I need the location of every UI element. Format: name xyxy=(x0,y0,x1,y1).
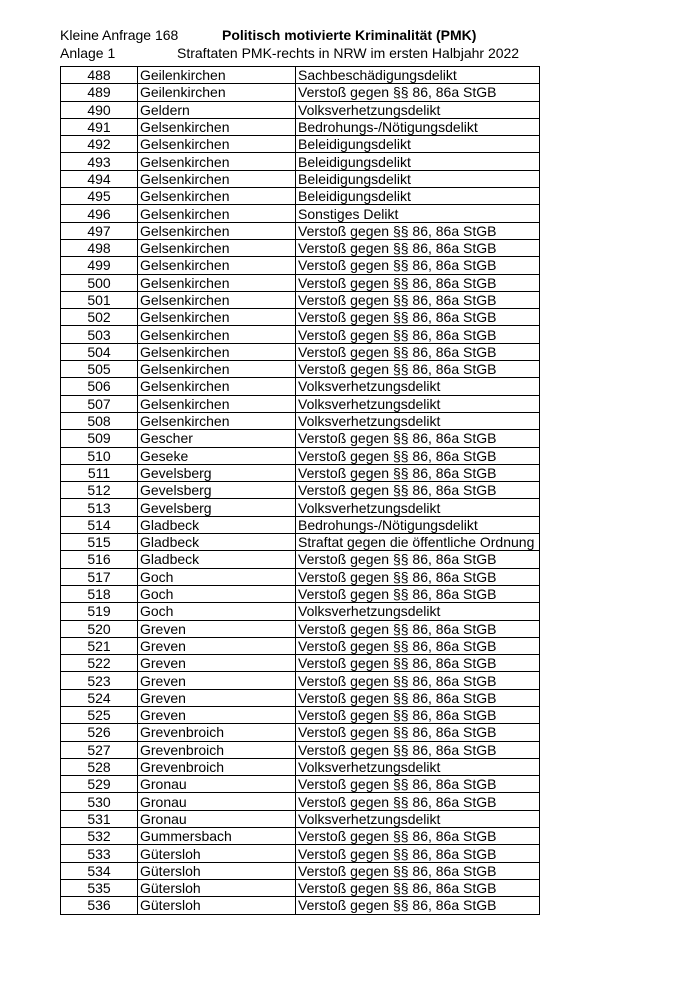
row-number-cell: 522 xyxy=(61,655,138,672)
offense-type-cell: Verstoß gegen §§ 86, 86a StGB xyxy=(296,776,540,793)
offense-type-cell: Verstoß gegen §§ 86, 86a StGB xyxy=(296,239,540,256)
city-cell: Gronau xyxy=(138,776,296,793)
table-row xyxy=(61,793,540,810)
city-cell: Geseke xyxy=(138,447,296,464)
city-cell: Gelsenkirchen xyxy=(138,309,296,326)
table-row xyxy=(61,724,540,741)
row-number-cell: 529 xyxy=(61,776,138,793)
city-cell: Gronau xyxy=(138,810,296,827)
offense-type-cell: Verstoß gegen §§ 86, 86a StGB xyxy=(296,793,540,810)
row-number-cell: 496 xyxy=(61,205,138,222)
city-cell: Gelsenkirchen xyxy=(138,118,296,135)
city-cell: Gelsenkirchen xyxy=(138,412,296,429)
offense-type-cell: Verstoß gegen §§ 86, 86a StGB xyxy=(296,222,540,239)
offense-type-cell: Volksverhetzungsdelikt xyxy=(296,395,540,412)
city-cell: Gummersbach xyxy=(138,828,296,845)
table-row xyxy=(61,585,540,602)
row-number-cell: 494 xyxy=(61,170,138,187)
row-number-cell: 516 xyxy=(61,551,138,568)
offense-type-cell: Beleidigungsdelikt xyxy=(296,136,540,153)
table-row xyxy=(61,361,540,378)
row-number-cell: 524 xyxy=(61,689,138,706)
offense-type-cell: Volksverhetzungsdelikt xyxy=(296,499,540,516)
city-cell: Geilenkirchen xyxy=(138,84,296,101)
city-cell: Gütersloh xyxy=(138,879,296,896)
city-cell: Greven xyxy=(138,655,296,672)
city-cell: Greven xyxy=(138,672,296,689)
offense-type-cell: Verstoß gegen §§ 86, 86a StGB xyxy=(296,655,540,672)
offense-type-cell: Volksverhetzungsdelikt xyxy=(296,810,540,827)
row-number-cell: 535 xyxy=(61,879,138,896)
table-row xyxy=(61,188,540,205)
offense-type-cell: Verstoß gegen §§ 86, 86a StGB xyxy=(296,482,540,499)
row-number-cell: 500 xyxy=(61,274,138,291)
city-cell: Gladbeck xyxy=(138,534,296,551)
city-cell: Gelsenkirchen xyxy=(138,153,296,170)
row-number-cell: 530 xyxy=(61,793,138,810)
offense-type-cell: Sonstiges Delikt xyxy=(296,205,540,222)
table-row xyxy=(61,430,540,447)
attachment-label: Anlage 1 xyxy=(60,45,116,61)
row-number-cell: 532 xyxy=(61,828,138,845)
offense-type-cell: Verstoß gegen §§ 86, 86a StGB xyxy=(296,741,540,758)
city-cell: Greven xyxy=(138,706,296,723)
table-row xyxy=(61,447,540,464)
row-number-cell: 534 xyxy=(61,862,138,879)
city-cell: Gelsenkirchen xyxy=(138,205,296,222)
offense-type-cell: Bedrohungs-/Nötigungsdelikt xyxy=(296,516,540,533)
row-number-cell: 490 xyxy=(61,101,138,118)
table-row xyxy=(61,482,540,499)
offense-type-cell: Verstoß gegen §§ 86, 86a StGB xyxy=(296,845,540,862)
offense-type-cell: Verstoß gegen §§ 86, 86a StGB xyxy=(296,672,540,689)
table-row xyxy=(61,516,540,533)
offense-type-cell: Verstoß gegen §§ 86, 86a StGB xyxy=(296,620,540,637)
city-cell: Greven xyxy=(138,620,296,637)
city-cell: Gladbeck xyxy=(138,551,296,568)
row-number-cell: 528 xyxy=(61,758,138,775)
city-cell: Grevenbroich xyxy=(138,758,296,775)
row-number-cell: 519 xyxy=(61,603,138,620)
city-cell: Gütersloh xyxy=(138,845,296,862)
row-number-cell: 533 xyxy=(61,845,138,862)
city-cell: Gevelsberg xyxy=(138,482,296,499)
table-row xyxy=(61,845,540,862)
offense-type-cell: Verstoß gegen §§ 86, 86a StGB xyxy=(296,568,540,585)
city-cell: Gronau xyxy=(138,793,296,810)
table-row xyxy=(61,464,540,481)
table-row xyxy=(61,637,540,654)
table-row xyxy=(61,706,540,723)
offense-table xyxy=(60,66,540,915)
city-cell: Geldern xyxy=(138,101,296,118)
row-number-cell: 508 xyxy=(61,412,138,429)
table-row xyxy=(61,257,540,274)
offense-type-cell: Verstoß gegen §§ 86, 86a StGB xyxy=(296,706,540,723)
offense-type-cell: Straftat gegen die öffentliche Ordnung xyxy=(296,534,540,551)
offense-type-cell: Volksverhetzungsdelikt xyxy=(296,378,540,395)
row-number-cell: 489 xyxy=(61,84,138,101)
table-row xyxy=(61,862,540,879)
offense-type-cell: Verstoß gegen §§ 86, 86a StGB xyxy=(296,361,540,378)
offense-type-cell: Verstoß gegen §§ 86, 86a StGB xyxy=(296,724,540,741)
offense-type-cell: Verstoß gegen §§ 86, 86a StGB xyxy=(296,447,540,464)
offense-type-cell: Verstoß gegen §§ 86, 86a StGB xyxy=(296,862,540,879)
offense-table-body xyxy=(61,67,540,915)
offense-type-cell: Verstoß gegen §§ 86, 86a StGB xyxy=(296,430,540,447)
row-number-cell: 536 xyxy=(61,897,138,914)
row-number-cell: 507 xyxy=(61,395,138,412)
row-number-cell: 531 xyxy=(61,810,138,827)
city-cell: Greven xyxy=(138,689,296,706)
table-row xyxy=(61,170,540,187)
offense-type-cell: Beleidigungsdelikt xyxy=(296,153,540,170)
city-cell: Grevenbroich xyxy=(138,741,296,758)
city-cell: Gelsenkirchen xyxy=(138,136,296,153)
city-cell: Gevelsberg xyxy=(138,499,296,516)
row-number-cell: 493 xyxy=(61,153,138,170)
offense-type-cell: Verstoß gegen §§ 86, 86a StGB xyxy=(296,343,540,360)
city-cell: Gelsenkirchen xyxy=(138,188,296,205)
table-row xyxy=(61,689,540,706)
page-subtitle: Straftaten PMK-rechts in NRW im ersten Halbjahr 2022 xyxy=(177,45,520,61)
table-row xyxy=(61,239,540,256)
offense-type-cell: Verstoß gegen §§ 86, 86a StGB xyxy=(296,637,540,654)
city-cell: Goch xyxy=(138,603,296,620)
city-cell: Gütersloh xyxy=(138,862,296,879)
document-reference: Kleine Anfrage 168 xyxy=(60,27,179,43)
row-number-cell: 512 xyxy=(61,482,138,499)
row-number-cell: 521 xyxy=(61,637,138,654)
row-number-cell: 510 xyxy=(61,447,138,464)
offense-type-cell: Verstoß gegen §§ 86, 86a StGB xyxy=(296,828,540,845)
offense-type-cell: Sachbeschädigungsdelikt xyxy=(296,67,540,84)
offense-type-cell: Bedrohungs-/Nötigungsdelikt xyxy=(296,118,540,135)
offense-type-cell: Beleidigungsdelikt xyxy=(296,188,540,205)
city-cell: Gelsenkirchen xyxy=(138,239,296,256)
table-row xyxy=(61,274,540,291)
city-cell: Greven xyxy=(138,637,296,654)
table-row xyxy=(61,222,540,239)
row-number-cell: 492 xyxy=(61,136,138,153)
row-number-cell: 497 xyxy=(61,222,138,239)
offense-type-cell: Verstoß gegen §§ 86, 86a StGB xyxy=(296,897,540,914)
table-row xyxy=(61,879,540,896)
offense-type-cell: Verstoß gegen §§ 86, 86a StGB xyxy=(296,585,540,602)
row-number-cell: 502 xyxy=(61,309,138,326)
city-cell: Gevelsberg xyxy=(138,464,296,481)
table-row xyxy=(61,205,540,222)
row-number-cell: 503 xyxy=(61,326,138,343)
table-row xyxy=(61,101,540,118)
city-cell: Gelsenkirchen xyxy=(138,257,296,274)
row-number-cell: 515 xyxy=(61,534,138,551)
city-cell: Gelsenkirchen xyxy=(138,222,296,239)
table-row xyxy=(61,153,540,170)
city-cell: Gelsenkirchen xyxy=(138,378,296,395)
offense-type-cell: Volksverhetzungsdelikt xyxy=(296,758,540,775)
table-row xyxy=(61,551,540,568)
city-cell: Gelsenkirchen xyxy=(138,170,296,187)
table-row xyxy=(61,672,540,689)
offense-type-cell: Verstoß gegen §§ 86, 86a StGB xyxy=(296,326,540,343)
row-number-cell: 511 xyxy=(61,464,138,481)
row-number-cell: 509 xyxy=(61,430,138,447)
table-row xyxy=(61,499,540,516)
table-row xyxy=(61,326,540,343)
offense-type-cell: Verstoß gegen §§ 86, 86a StGB xyxy=(296,551,540,568)
row-number-cell: 506 xyxy=(61,378,138,395)
row-number-cell: 495 xyxy=(61,188,138,205)
page-title: Politisch motivierte Kriminalität (PMK) xyxy=(222,27,477,43)
city-cell: Gladbeck xyxy=(138,516,296,533)
offense-type-cell: Verstoß gegen §§ 86, 86a StGB xyxy=(296,879,540,896)
city-cell: Grevenbroich xyxy=(138,724,296,741)
row-number-cell: 491 xyxy=(61,118,138,135)
table-row xyxy=(61,603,540,620)
offense-type-cell: Volksverhetzungsdelikt xyxy=(296,603,540,620)
table-row xyxy=(61,67,540,84)
row-number-cell: 498 xyxy=(61,239,138,256)
table-row xyxy=(61,897,540,914)
city-cell: Gütersloh xyxy=(138,897,296,914)
table-row xyxy=(61,655,540,672)
row-number-cell: 518 xyxy=(61,585,138,602)
city-cell: Gelsenkirchen xyxy=(138,274,296,291)
offense-type-cell: Verstoß gegen §§ 86, 86a StGB xyxy=(296,257,540,274)
city-cell: Gelsenkirchen xyxy=(138,343,296,360)
row-number-cell: 517 xyxy=(61,568,138,585)
offense-type-cell: Verstoß gegen §§ 86, 86a StGB xyxy=(296,291,540,308)
row-number-cell: 499 xyxy=(61,257,138,274)
row-number-cell: 526 xyxy=(61,724,138,741)
offense-type-cell: Volksverhetzungsdelikt xyxy=(296,412,540,429)
offense-type-cell: Beleidigungsdelikt xyxy=(296,170,540,187)
table-row xyxy=(61,309,540,326)
offense-type-cell: Verstoß gegen §§ 86, 86a StGB xyxy=(296,84,540,101)
row-number-cell: 525 xyxy=(61,706,138,723)
table-row xyxy=(61,568,540,585)
table-row xyxy=(61,412,540,429)
row-number-cell: 527 xyxy=(61,741,138,758)
table-row xyxy=(61,118,540,135)
offense-type-cell: Verstoß gegen §§ 86, 86a StGB xyxy=(296,689,540,706)
row-number-cell: 505 xyxy=(61,361,138,378)
offense-type-cell: Volksverhetzungsdelikt xyxy=(296,101,540,118)
offense-type-cell: Verstoß gegen §§ 86, 86a StGB xyxy=(296,309,540,326)
row-number-cell: 514 xyxy=(61,516,138,533)
city-cell: Gelsenkirchen xyxy=(138,326,296,343)
table-row xyxy=(61,378,540,395)
city-cell: Gescher xyxy=(138,430,296,447)
table-row xyxy=(61,291,540,308)
row-number-cell: 520 xyxy=(61,620,138,637)
city-cell: Goch xyxy=(138,585,296,602)
table-row xyxy=(61,620,540,637)
table-row xyxy=(61,343,540,360)
row-number-cell: 488 xyxy=(61,67,138,84)
city-cell: Geilenkirchen xyxy=(138,67,296,84)
table-row xyxy=(61,758,540,775)
offense-type-cell: Verstoß gegen §§ 86, 86a StGB xyxy=(296,464,540,481)
row-number-cell: 513 xyxy=(61,499,138,516)
table-row xyxy=(61,534,540,551)
city-cell: Gelsenkirchen xyxy=(138,395,296,412)
table-row xyxy=(61,828,540,845)
city-cell: Goch xyxy=(138,568,296,585)
table-row xyxy=(61,810,540,827)
city-cell: Gelsenkirchen xyxy=(138,291,296,308)
table-row xyxy=(61,136,540,153)
row-number-cell: 504 xyxy=(61,343,138,360)
row-number-cell: 523 xyxy=(61,672,138,689)
row-number-cell: 501 xyxy=(61,291,138,308)
city-cell: Gelsenkirchen xyxy=(138,361,296,378)
table-row xyxy=(61,776,540,793)
table-row xyxy=(61,84,540,101)
table-row xyxy=(61,395,540,412)
offense-type-cell: Verstoß gegen §§ 86, 86a StGB xyxy=(296,274,540,291)
table-row xyxy=(61,741,540,758)
